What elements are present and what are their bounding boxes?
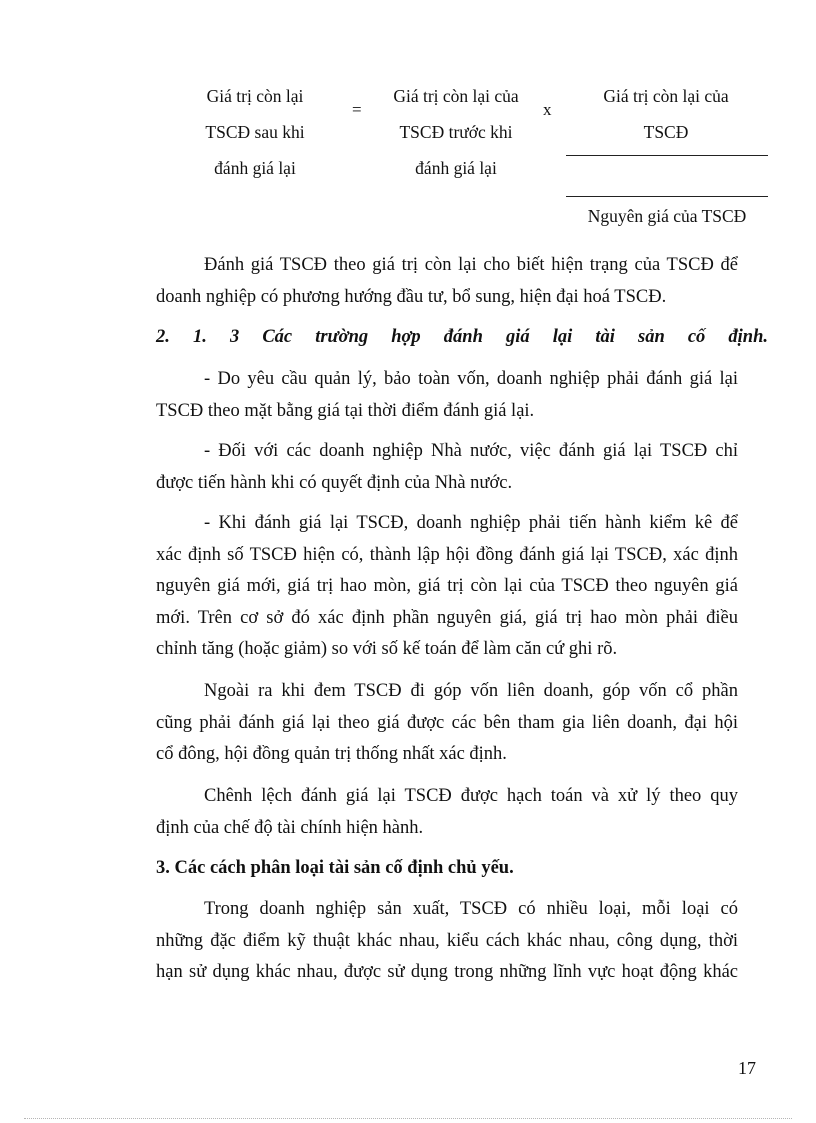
formula-middle-term [376,78,536,186]
page-number: 17 [738,1058,756,1078]
formula-equals-sign: = [352,100,362,119]
formula-right-denominator: Nguyên giá của TSCĐ [587,206,747,226]
paragraph-line: chỉnh tăng (hoặc giảm) so với số kế toán để làm căn cứ ghi rõ. [156,639,618,659]
paragraph-revaluation-procedure [156,508,738,666]
paragraph-line: Ngoài ra khi đem TSCĐ đi góp vốn liên doanh, góp vốn cổ phần [204,681,738,701]
paragraph-line: được tiến hành khi có quyết định của Nhà nước. [156,472,513,493]
formula-middle-line-1: Giá trị còn lại của [393,86,519,106]
paragraph-line: những đặc điểm kỹ thuật khác nhau, kiểu cách khác nhau, công dụng, thời [156,930,738,951]
formula-left-line-2: TSCĐ sau khi [205,122,305,142]
formula-right-numerator [566,78,766,150]
section-heading-2-1-3: 2. 1. 3 Các trường hợp đánh giá lại tài sản cố định. [156,327,768,347]
paragraph-line: Chênh lệch đánh giá lại TSCĐ được hạch toán và xử lý theo quy [204,786,738,806]
paragraph-line: cũng phải đánh giá lại theo giá được các bên tham gia liên doanh, đại hội [156,712,738,733]
page-bottom-border [24,1118,792,1119]
paragraph-state-enterprises [156,436,738,499]
paragraph-line: nguyên giá mới, giá trị hao mòn, giá trị còn lại của TSCĐ theo nguyên giá [156,576,738,596]
formula-fraction-line-top [566,155,768,156]
formula-right-line-2: TSCĐ [643,122,689,142]
paragraph-line: mới. Trên cơ sở đó xác định phần nguyên giá, giá trị hao mòn phải điều [156,607,738,628]
paragraph-line: - Do yêu cầu quản lý, bảo toàn vốn, doanh nghiệp phải đánh giá lại [204,369,738,389]
paragraph-line: - Khi đánh giá lại TSCĐ, doanh nghiệp phải tiến hành kiểm kê để [204,513,738,533]
paragraph-line: - Đối với các doanh nghiệp Nhà nước, việc đánh giá lại TSCĐ chỉ [204,441,738,461]
paragraph-line: định của chế độ tài chính hiện hành. [156,817,424,838]
paragraph-line: xác định số TSCĐ hiện có, thành lập hội đồng đánh giá lại TSCĐ, xác định [156,544,738,565]
paragraph-joint-venture [156,676,738,771]
formula-fraction-line-bottom [566,196,768,197]
formula-times-sign: x [543,100,552,119]
paragraph-line: hạn sử dụng khác nhau, được sử dụng trong những lĩnh vực hoạt động khác [156,962,738,982]
paragraph-line: Đánh giá TSCĐ theo giá trị còn lại cho biết hiện trạng của TSCĐ để [204,255,738,275]
formula-right-line-1: Giá trị còn lại của [603,86,729,106]
formula-middle-line-3: đánh giá lại [415,158,497,178]
paragraph-management-requirement [156,364,738,427]
formula-left-line-1: Giá trị còn lại [206,86,304,106]
paragraph-line: Trong doanh nghiệp sản xuất, TSCĐ có nhiều loại, mỗi loại có [204,899,738,919]
paragraph-revaluation-difference [156,781,738,844]
paragraph-line: cổ đông, hội đồng quản trị thống nhất xác định. [156,744,507,764]
formula-middle-line-2: TSCĐ trước khi [399,122,513,142]
paragraph-line: TSCĐ theo mặt bằng giá tại thời điểm đánh giá lại. [156,400,535,421]
paragraph-line: doanh nghiệp có phương hướng đầu tư, bổ sung, hiện đại hoá TSCĐ. [156,286,667,307]
formula-left-term [180,78,330,186]
paragraph-remaining-value [156,250,738,313]
formula-left-line-3: đánh giá lại [214,158,296,178]
paragraph-classification-intro [156,894,738,989]
section-heading-3: 3. Các cách phân loại tài sản cố định chủ yếu. [156,858,514,878]
